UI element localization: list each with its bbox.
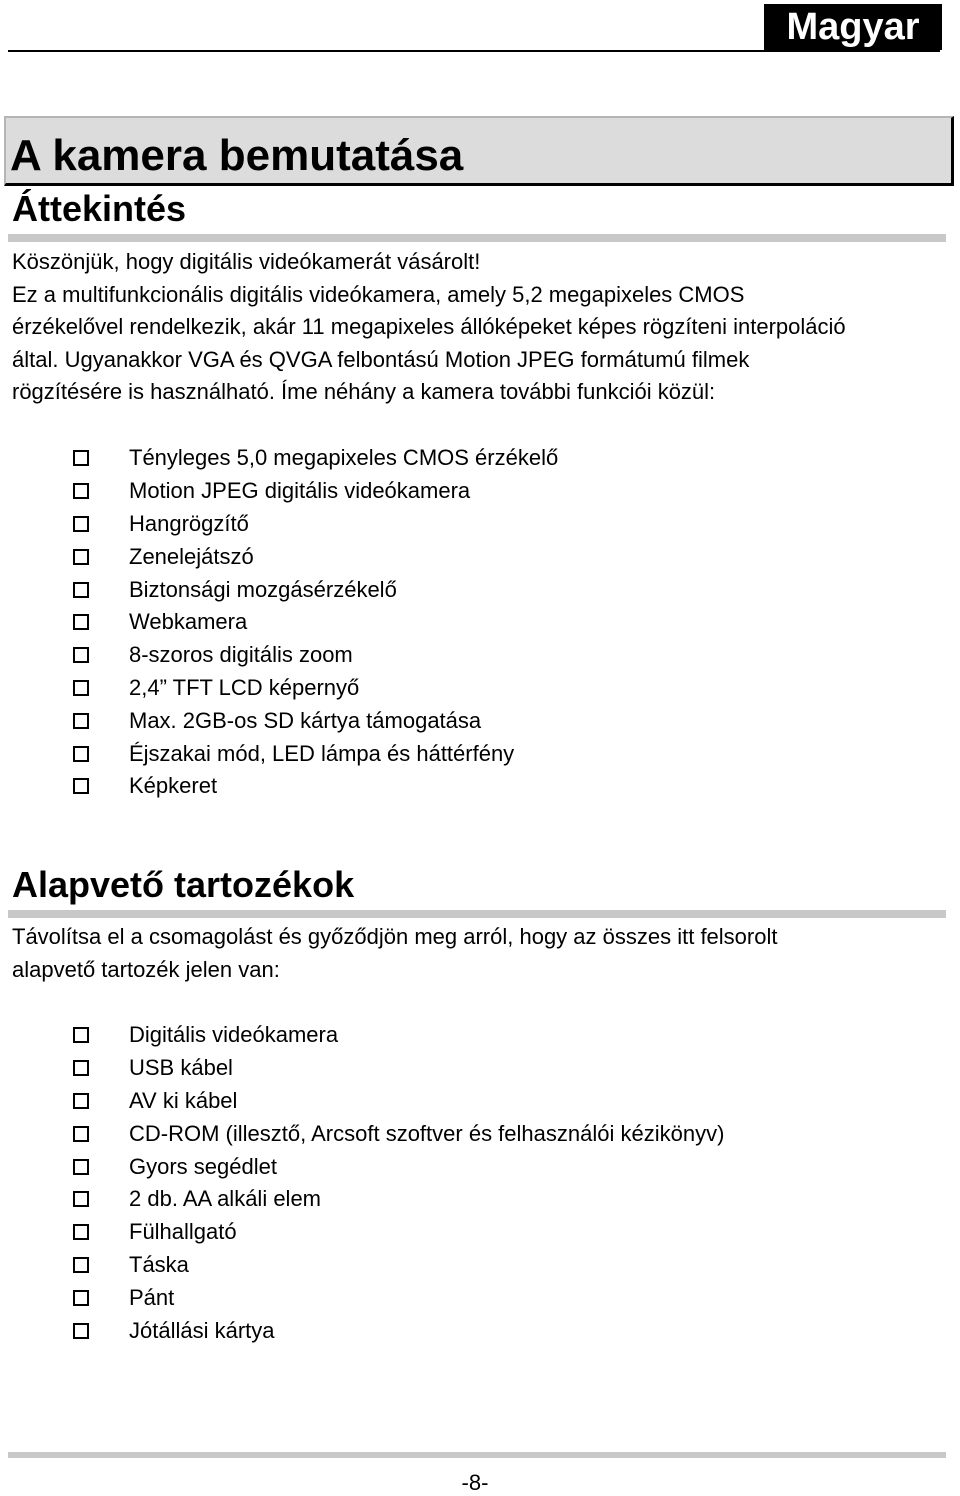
- page-number: -8-: [461, 1470, 489, 1495]
- feature-list: [70, 442, 558, 803]
- accessory-label: 2 db. AA alkáli elem: [129, 1186, 322, 1212]
- overview-line: Ez a multifunkcionális digitális videókamera, amely 5,2 megapixeles CMOS: [12, 281, 745, 307]
- language-tab: Magyar: [764, 4, 942, 50]
- feature-label: 2,4” TFT LCD képernyő: [129, 674, 360, 700]
- accessory-label: Gyors segédlet: [129, 1153, 277, 1179]
- checkbox-icon: [73, 1257, 89, 1273]
- feature-item: [70, 442, 558, 475]
- accessory-item: [70, 1281, 724, 1314]
- accessory-label: Pánt: [129, 1284, 175, 1310]
- accessory-label: CD-ROM (illesztő, Arcsoft szoftver és felhasználói kézikönyv): [129, 1120, 725, 1146]
- accessory-item: [70, 1085, 724, 1118]
- feature-item: [70, 475, 558, 508]
- accessories-paragraph: [12, 921, 952, 986]
- checkbox-icon: [73, 680, 89, 696]
- checkbox-icon: [73, 1191, 89, 1207]
- accessory-item: [70, 1117, 724, 1150]
- feature-label: Biztonsági mozgásérzékelő: [129, 576, 397, 602]
- overview-line: érzékelővel rendelkezik, akár 11 megapixeles állóképeket képes rögzíteni interpoláció: [12, 314, 846, 340]
- checkbox-icon: [73, 647, 89, 663]
- checkbox-icon: [73, 1093, 89, 1109]
- overview-line: Köszönjük, hogy digitális videókamerát vásárolt!: [12, 249, 481, 274]
- feature-label: Képkeret: [129, 773, 218, 799]
- accessory-label: Táska: [129, 1251, 189, 1277]
- overview-heading-rule: [8, 234, 946, 242]
- checkbox-icon: [73, 713, 89, 729]
- overview-heading: Áttekintés: [12, 188, 187, 229]
- accessory-item: [70, 1183, 724, 1216]
- header-rule: [8, 50, 940, 52]
- feature-item: [70, 704, 558, 737]
- overview-line: rögzítésére is használható. Íme néhány a kamera további funkciói közül:: [12, 379, 716, 405]
- feature-label: 8-szoros digitális zoom: [129, 642, 353, 668]
- checkbox-icon: [73, 549, 89, 565]
- overview-paragraph: [12, 246, 952, 409]
- accessory-item: [70, 1249, 724, 1282]
- accessory-label: USB kábel: [129, 1055, 233, 1081]
- feature-item: [70, 606, 558, 639]
- feature-item: [70, 573, 558, 606]
- footer-rule: [8, 1452, 946, 1458]
- feature-item: [70, 672, 558, 705]
- checkbox-icon: [73, 1060, 89, 1076]
- feature-label: Max. 2GB-os SD kártya támogatása: [129, 707, 482, 733]
- accessory-item: [70, 1314, 724, 1347]
- checkbox-icon: [73, 778, 89, 794]
- accessory-item: [70, 1052, 724, 1085]
- checkbox-icon: [73, 1290, 89, 1306]
- feature-item: [70, 737, 558, 770]
- feature-item: [70, 639, 558, 672]
- checkbox-icon: [73, 746, 89, 762]
- feature-label: Hangrögzítő: [129, 510, 249, 536]
- checkbox-icon: [73, 1224, 89, 1240]
- accessory-item: [70, 1150, 724, 1183]
- feature-label: Tényleges 5,0 megapixeles CMOS érzékelő: [129, 445, 559, 471]
- checkbox-icon: [73, 483, 89, 499]
- feature-label: Webkamera: [129, 609, 248, 635]
- accessories-heading-rule: [8, 910, 946, 918]
- accessory-label: Digitális videókamera: [129, 1022, 339, 1048]
- checkbox-icon: [73, 1159, 89, 1175]
- checkbox-icon: [73, 582, 89, 598]
- accessories-line: Távolítsa el a csomagolást és győződjön meg arról, hogy az összes itt felsorolt: [12, 924, 778, 949]
- checkbox-icon: [73, 614, 89, 630]
- accessory-label: Fülhallgató: [129, 1219, 237, 1245]
- feature-label: Zenelejátszó: [129, 543, 254, 569]
- section-title: A kamera bemutatása: [10, 131, 464, 180]
- checkbox-icon: [73, 450, 89, 466]
- accessories-line: alapvető tartozék jelen van:: [12, 956, 280, 982]
- accessory-item: [70, 1019, 724, 1052]
- feature-item: [70, 770, 558, 803]
- feature-label: Motion JPEG digitális videókamera: [129, 478, 471, 504]
- feature-item: [70, 540, 558, 573]
- overview-line: által. Ugyanakkor VGA és QVGA felbontású Motion JPEG formátumú filmek: [12, 346, 750, 372]
- checkbox-icon: [73, 1027, 89, 1043]
- feature-label: Éjszakai mód, LED lámpa és háttérfény: [129, 740, 515, 766]
- checkbox-icon: [73, 1323, 89, 1339]
- accessory-list: [70, 1019, 724, 1347]
- feature-item: [70, 508, 558, 541]
- accessory-item: [70, 1216, 724, 1249]
- checkbox-icon: [73, 516, 89, 532]
- accessories-heading: Alapvető tartozékok: [12, 864, 355, 905]
- accessory-label: Jótállási kártya: [129, 1317, 275, 1343]
- accessory-label: AV ki kábel: [129, 1087, 238, 1113]
- checkbox-icon: [73, 1126, 89, 1142]
